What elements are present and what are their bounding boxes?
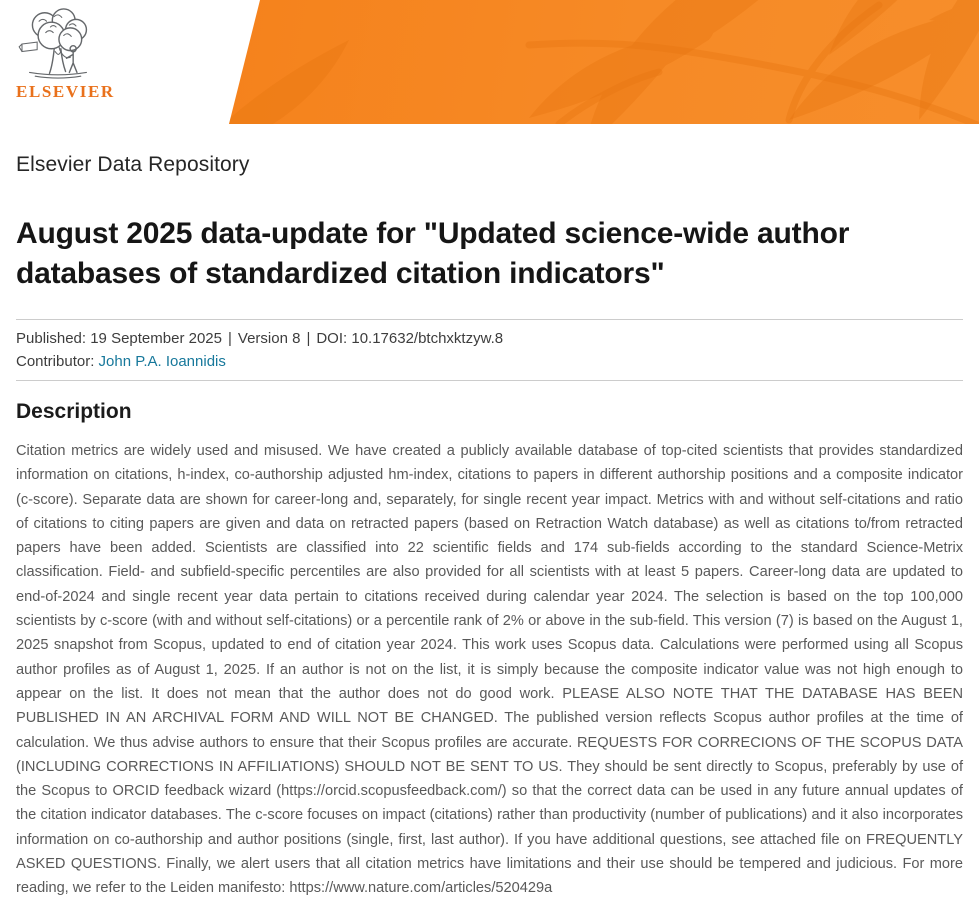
- elsevier-wordmark: ELSEVIER: [16, 82, 115, 101]
- main-content: [16, 124, 963, 901]
- meta-contributor-row: [16, 350, 963, 373]
- contributor-link[interactable]: John P.A. Ioannidis: [98, 353, 226, 370]
- elsevier-logo[interactable]: [16, 8, 115, 102]
- header-banner: [229, 0, 979, 124]
- dataset-meta: [16, 327, 963, 373]
- divider-meta: [16, 380, 963, 381]
- contributor-label: Contributor:: [16, 353, 95, 370]
- meta-separator: |: [306, 330, 311, 347]
- meta-separator: |: [227, 330, 232, 347]
- dataset-title: August 2025 data-update for "Updated science-wide author databases of standardized citation indicators": [16, 217, 850, 290]
- divider-top: [16, 319, 963, 320]
- elsevier-tree-icon: [16, 8, 100, 80]
- version-badge: Version 8: [237, 330, 301, 347]
- description-text: Citation metrics are widely used and misused. We have created a publicly available database of top-cited scientists that provides standardized information on citations, h-index, co-authorship adjusted hm-index, citations to papers in different authorship positions and a composite indicator (c-score). Separate data are shown for career-long and, separately, for single recent year impact. Metrics with and without self-citations and ratio of citations to citing papers are given and data on retracted papers (based on Retraction Watch database) as well as citations to/from retracted papers have been added. Scientists are classified into 22 scientific fields and 174 sub-fields according to the standard Science-Metrix classification. Field- and subfield-specific percentiles are also provided for all scientists with at least 5 papers. Career-long data are updated to end-of-2024 and single recent year data pertain to citations received during calendar year 2024. The selection is based on the top 100,000 scientists by c-score (with and without self-citations) or a percentile rank of 2% or above in the sub-field. This version (7) is based on the August 1, 2025 snapshot from Scopus, updated to end of citation year 2024. This work uses Scopus data. Calculations were performed using all Scopus author profiles as of August 1, 2025. If an author is not on the list, it is simply because the composite indicator value was not high enough to appear on the list. It does not mean that the author does not do good work. PLEASE ALSO NOTE THAT THE DATABASE HAS BEEN PUBLISHED IN AN ARCHIVAL FORM AND WILL NOT BE CHANGED. The published version reflects Scopus author profiles at the time of calculation. We thus advise authors to ensure that their Scopus profiles are accurate. REQUESTS FOR CORRECIONS OF THE SCOPUS DATA (INCLUDING CORRECTIONS IN AFFILIATIONS) SHOULD NOT BE SENT TO US. They should be sent directly to Scopus, preferably by use of the Scopus to ORCID feedback wizard (https://orcid.scopusfeedback.com/) so that the correct data can be used in any future annual updates of the citation indicator databases. The c-score focuses on impact (citations) rather than productivity (number of publications) and it also incorporates information on co-authorship and author positions (single, first, last author). If you have additional questions, see attached file on FREQUENTLY ASKED QUESTIONS. Finally, we alert users that all citation metrics have limitations and their use should be tempered and judicious. For more reading, we refer to the Leiden manifesto: https://www.nature.com/articles/520429a: [16, 443, 963, 897]
- site-title[interactable]: Elsevier Data Repository: [16, 153, 250, 176]
- published-date: Published: 19 September 2025: [16, 330, 222, 347]
- doi-value: DOI: 10.17632/btchxktzyw.8: [316, 330, 504, 347]
- meta-publication-row: [16, 327, 963, 350]
- description-heading: Description: [16, 400, 132, 423]
- leaf-pattern-icon: [229, 0, 979, 124]
